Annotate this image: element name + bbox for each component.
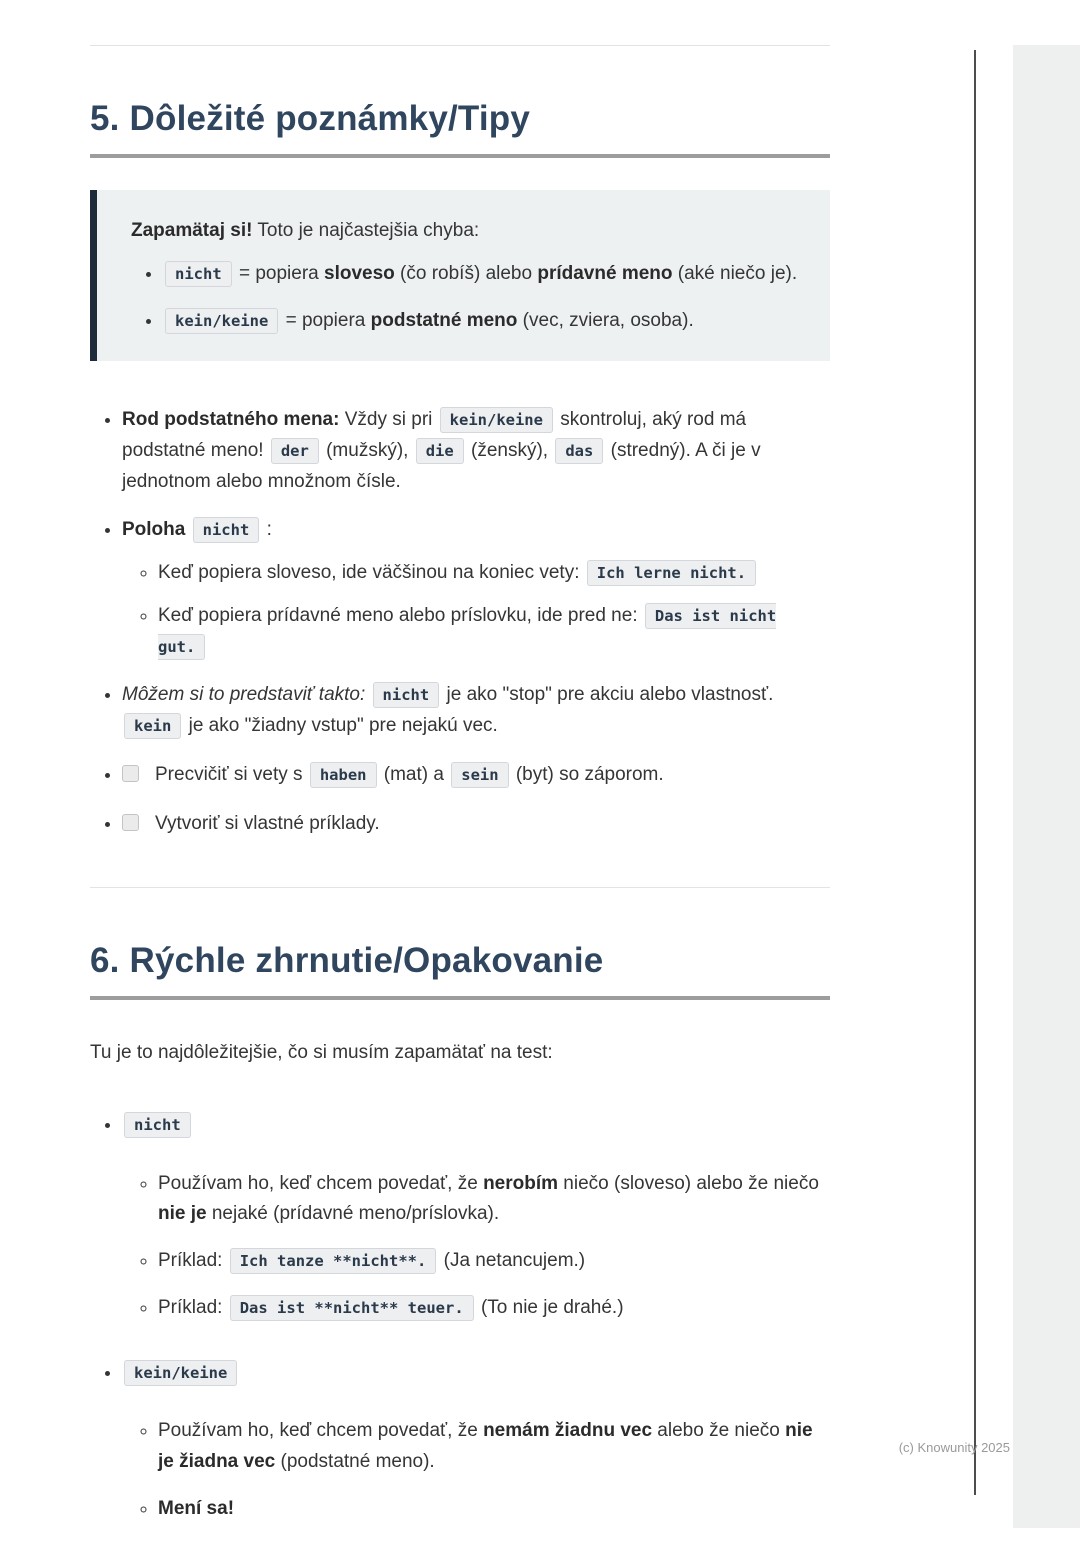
code-chip: kein/keine	[124, 1360, 237, 1386]
list-item	[122, 515, 830, 662]
rich-text: Používam ho, keď chcem povedať, že nemám žiadnu vec alebo že niečo nie je žiadna vec (podstatné meno).	[158, 1420, 813, 1473]
code-chip: kein/keine	[440, 407, 553, 433]
section-5-title: 5. Dôležité poznámky/Tipy	[90, 99, 531, 138]
task-checkbox[interactable]	[122, 814, 139, 831]
list-item	[163, 306, 800, 337]
list-item	[122, 680, 830, 742]
section-6-heading-underline	[90, 996, 830, 1000]
rich-text: Keď popiera prídavné meno alebo príslovku, ide pred ne: Das ist nicht gut.	[158, 605, 776, 657]
sub-list	[122, 1416, 830, 1524]
code-chip: nicht	[373, 682, 440, 708]
list-item	[158, 1416, 830, 1478]
code-chip: nicht	[165, 261, 232, 287]
code-chip: sein	[451, 762, 508, 788]
top-divider	[90, 45, 830, 46]
code-chip: Ich tanze **nicht**.	[230, 1248, 437, 1274]
list-item	[122, 405, 830, 497]
list-item	[158, 601, 830, 663]
list-item	[158, 1246, 830, 1277]
rich-text: Používam ho, keď chcem povedať, že nerobím niečo (sloveso) alebo že niečo nie je nejaké (prídavné meno/príslovka).	[158, 1172, 819, 1225]
rich-text: Vytvoriť si vlastné príklady.	[155, 812, 380, 834]
section-divider	[90, 887, 830, 888]
list-item	[158, 1169, 830, 1231]
list-item-with-checkbox	[122, 809, 830, 840]
remember-callout	[90, 190, 830, 361]
code-chip: der	[271, 438, 319, 464]
document-content	[90, 45, 830, 1559]
code-chip: kein	[124, 713, 181, 739]
section-5-heading-underline	[90, 154, 830, 158]
rich-text: kein/keine = popiera podstatné meno (vec, zviera, osoba).	[163, 310, 694, 331]
section-6-intro: Tu je to najdôležitejšie, čo si musím zapamätať na test:	[90, 1042, 553, 1064]
sub-list	[122, 1169, 830, 1324]
list-item	[163, 259, 800, 290]
summary-list	[90, 1110, 830, 1525]
code-chip: Ich lerne nicht.	[587, 560, 756, 586]
section-5-notes-list	[90, 405, 830, 839]
section-6-title: 6. Rýchle zhrnutie/Opakovanie	[90, 941, 604, 981]
list-item	[158, 558, 830, 589]
code-chip: haben	[310, 762, 377, 788]
code-chip: Das ist **nicht** teuer.	[230, 1295, 474, 1321]
page-edge-line	[974, 50, 976, 1495]
rich-text: Príklad: Das ist **nicht** teuer. (To nie je drahé.)	[158, 1297, 624, 1318]
code-chip: nicht	[193, 517, 260, 543]
list-item-with-checkbox	[122, 760, 830, 791]
rich-text: nicht = popiera sloveso (čo robíš) alebo prídavné meno (aké niečo je).	[163, 263, 797, 284]
rich-text: Môžem si to predstaviť takto: nicht je ako "stop" pre akciu alebo vlastnosť. kein je ako "žiadny vstup" pre nejakú vec.	[122, 684, 773, 736]
list-item-nicht	[122, 1110, 830, 1324]
section-6	[90, 940, 830, 1524]
task-checkbox[interactable]	[122, 765, 139, 782]
sub-list	[122, 558, 830, 662]
rich-text: Príklad: Ich tanze **nicht**. (Ja netancujem.)	[158, 1250, 585, 1271]
callout-list	[131, 259, 800, 337]
code-chip: kein/keine	[165, 308, 278, 334]
list-item	[158, 1293, 830, 1324]
rich-text: Rod podstatného mena: Vždy si pri kein/keine skontroluj, aký rod má podstatné meno! der (mužský), die (ženský), das (stredný). A či je v jednotnom alebo množnom čísle.	[122, 408, 761, 492]
rich-text: Precvičiť si vety s haben (mat) a sein (byt) so záporom.	[155, 764, 664, 785]
rich-text: Mení sa!	[158, 1497, 235, 1519]
rich-text: Poloha nicht :	[122, 519, 272, 540]
section-5	[90, 98, 830, 839]
rich-text: Keď popiera sloveso, ide väčšinou na koniec vety: Ich lerne nicht.	[158, 562, 758, 583]
list-item-kein	[122, 1358, 830, 1525]
list-item	[158, 1494, 830, 1525]
callout-intro: Zapamätaj si! Toto je najčastejšia chyba:	[131, 220, 480, 241]
footer-credit: (c) Knowunity 2025	[898, 1440, 1010, 1455]
code-chip: nicht	[124, 1112, 191, 1138]
code-chip: Das ist nicht gut.	[158, 603, 776, 660]
code-chip: das	[555, 438, 603, 464]
side-margin-strip	[1013, 45, 1080, 1528]
code-chip: die	[416, 438, 464, 464]
